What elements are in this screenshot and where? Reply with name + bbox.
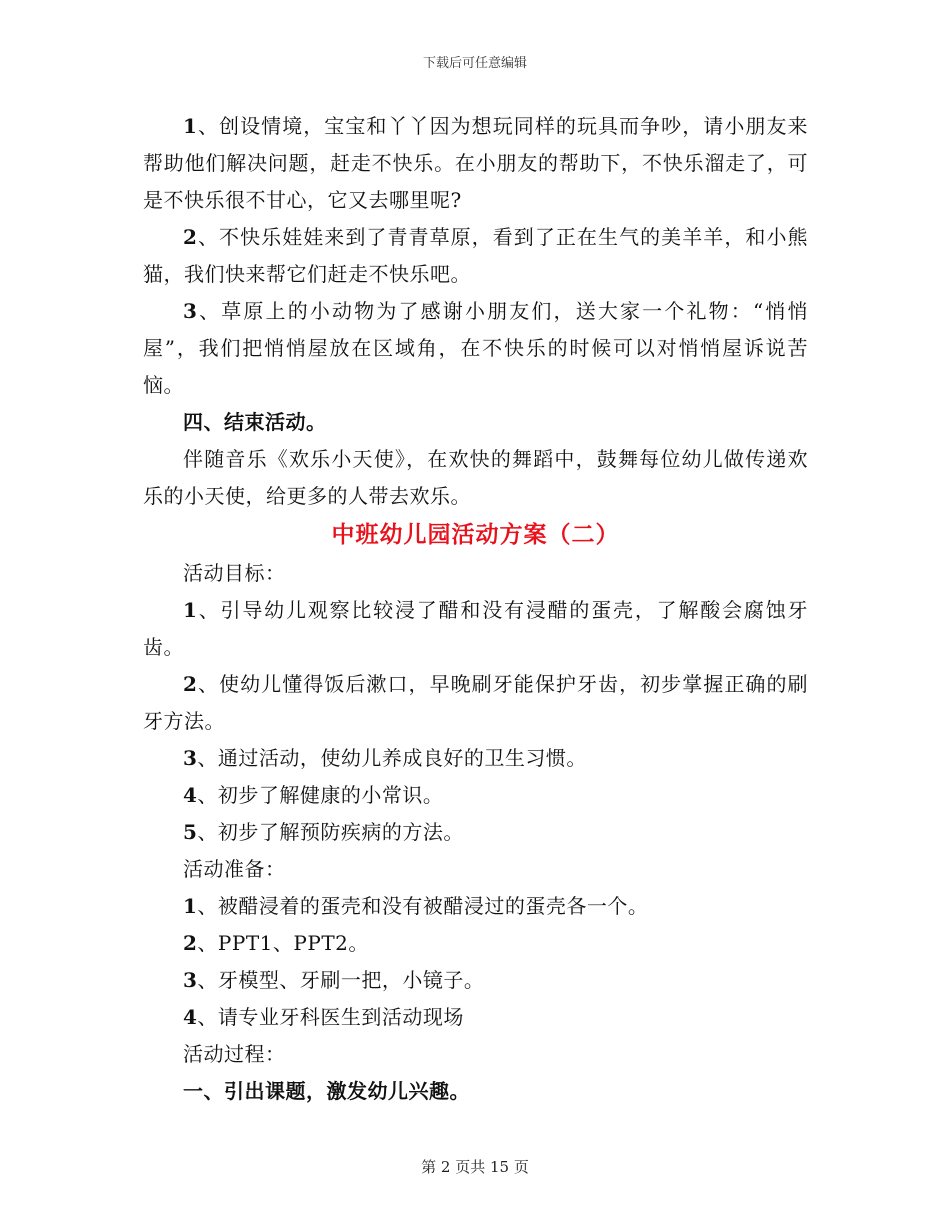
page-header: 下载后可任意编辑 xyxy=(422,56,527,71)
goal-number: 2 xyxy=(183,672,198,696)
goal-text: 、初步了解健康的小常识。 xyxy=(197,783,444,807)
prep-number: 2 xyxy=(183,931,198,955)
goal-item xyxy=(143,777,808,814)
goals-label: 活动目标： xyxy=(183,561,286,585)
paragraph-end-activity: 伴随音乐《欢乐小天使》，在欢快的舞蹈中，鼓舞每位幼儿做传递欢乐的小天使，给更多的人带去欢乐。 xyxy=(143,447,808,508)
process-label: 活动过程： xyxy=(183,1042,286,1066)
document-body xyxy=(143,108,808,1110)
paragraph-step-1 xyxy=(143,108,808,219)
prep-item xyxy=(143,888,808,925)
goal-number: 3 xyxy=(183,746,198,770)
paragraph-step-2 xyxy=(143,219,808,293)
goal-text: 、初步了解预防疾病的方法。 xyxy=(197,820,464,844)
goal-item xyxy=(143,666,808,740)
prep-text: 、PPT1、PPT2。 xyxy=(197,931,369,955)
section-title: 中班幼儿园活动方案（二） xyxy=(331,521,620,548)
goal-text: 、通过活动，使幼儿养成良好的卫生习惯。 xyxy=(197,746,587,770)
step-text: 、创设情境，宝宝和丫丫因为想玩同样的玩具而争吵，请小朋友来帮助他们解决问题，赶走不快乐。在小朋友的帮助下，不快乐溜走了，可是不快乐很不甘心，它又去哪里呢? xyxy=(143,114,808,212)
prep-number: 4 xyxy=(183,1005,198,1029)
prep-item xyxy=(143,925,808,962)
step-number: 2 xyxy=(183,225,198,249)
goal-number: 4 xyxy=(183,783,198,807)
goal-number: 5 xyxy=(183,820,198,844)
prep-number: 3 xyxy=(183,968,198,992)
goal-item xyxy=(143,592,808,666)
step-number: 1 xyxy=(183,114,198,138)
goal-item xyxy=(143,814,808,851)
process-heading: 一、引出课题，激发幼儿兴趣。 xyxy=(183,1079,470,1103)
prep-text: 、牙模型、牙刷一把，小镜子。 xyxy=(197,968,485,992)
goal-text: 、引导幼儿观察比较浸了醋和没有浸醋的蛋壳，了解酸会腐蚀牙齿。 xyxy=(143,598,808,659)
prep-text: 、被醋浸着的蛋壳和没有被醋浸过的蛋壳各一个。 xyxy=(197,894,649,918)
step-text: 、不快乐娃娃来到了青青草原，看到了正在生气的美羊羊，和小熊猫，我们快来帮它们赶走不快乐吧。 xyxy=(143,225,808,286)
step-number: 3 xyxy=(183,299,198,323)
prep-item xyxy=(143,962,808,999)
prep-text: 、请专业牙科医生到活动现场 xyxy=(197,1005,464,1029)
goal-item xyxy=(143,740,808,777)
paragraph-step-3 xyxy=(143,293,808,404)
prep-label: 活动准备： xyxy=(183,857,286,881)
goal-number: 1 xyxy=(183,598,198,622)
goal-text: 、使幼儿懂得饭后漱口，早晚刷牙能保护牙齿，初步掌握正确的刷牙方法。 xyxy=(143,672,808,733)
step-text: 、草原上的小动物为了感谢小朋友们，送大家一个礼物：“悄悄屋”，我们把悄悄屋放在区域角，在不快乐的时候可以对悄悄屋诉说苦恼。 xyxy=(143,299,808,397)
page-footer: 第 2 页共 15 页 xyxy=(421,1158,529,1176)
prep-number: 1 xyxy=(183,894,198,918)
heading-end-activity: 四、结束活动。 xyxy=(183,410,327,434)
prep-item xyxy=(143,999,808,1036)
